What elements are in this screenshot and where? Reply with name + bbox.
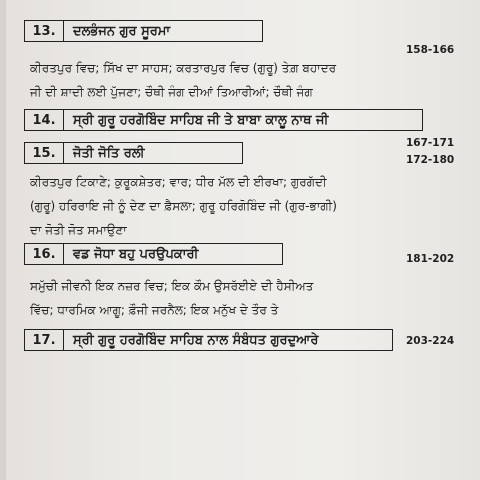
entry-title-box: ਵਡ ਜੋਧਾ ਬਹੁ ਪਰਉਪਕਾਰੀ <box>63 243 283 265</box>
entry-description-line: ਕੀਰਤਪੁਰ ਵਿਚ; ਸਿੱਖ ਦਾ ਸਾਹਸ; ਕਰਤਾਰਪੁਰ ਵਿਚ (ਗੁਰੂ) ਤੇਗ਼ ਬਹਾਦਰ <box>30 61 337 75</box>
entry-page-range: 172-180 <box>406 154 455 166</box>
entry-number-box: 13. <box>24 20 64 42</box>
entry-description-line: ਸਮੁੱਚੀ ਜੀਵਨੀ ਇਕ ਨਜ਼ਰ ਵਿਚ; ਇਕ ਕੌਮ ਉਸਰੱਈਏ ਦੀ ਹੈਸੀਅਤ <box>30 279 314 293</box>
entry-number-box: 17. <box>24 329 64 351</box>
entry-title-box: ਸ੍ਰੀ ਗੁਰੂ ਹਰਗੋਬਿੰਦ ਸਾਹਿਬ ਜੀ ਤੇ ਬਾਬਾ ਕਾਲੂ ਨਾਥ ਜੀ <box>63 109 423 131</box>
entry-description-line: ਦਾ ਜੋਤੀ ਜੋਤ ਸਮਾਉਣਾ <box>30 223 127 237</box>
entry-page-range: 203-224 <box>406 335 455 347</box>
entry-description-line: ਵਿੱਚ; ਧਾਰਮਿਕ ਆਗੂ; ਫ਼ੌਜੀ ਜਰਨੈਲ; ਇਕ ਮਨੁੱਖ ਦੇ ਤੌਰ ਤੇ <box>30 303 279 317</box>
entry-page-range: 158-166 <box>406 44 455 56</box>
entry-number-box: 15. <box>24 142 64 164</box>
page-edge-shadow <box>0 0 6 480</box>
entry-description-line: (ਗੁਰੂ) ਹਰਿਰਾਇ ਜੀ ਨੂੰ ਦੇਣ ਦਾ ਫ਼ੈਸਲਾ; ਗੁਰੂ ਹਰਿਗੋਬਿੰਦ ਜੀ (ਗੁਰ-ਭਾਗੀ) <box>30 199 337 213</box>
entry-title-box: ਜੋਤੀ ਜੋਤਿ ਰਲੀ <box>63 142 243 164</box>
entry-description-line: ਜੀ ਦੀ ਸ਼ਾਦੀ ਲਈ ਪੁੱਜਣਾ; ਚੌਥੀ ਜੰਗ ਦੀਆਂ ਤਿਆਰੀਆਂ; ਚੌਥੀ ਜੰਗ <box>30 85 313 99</box>
entry-page-range: 167-171 <box>406 137 455 149</box>
entry-page-range: 181-202 <box>406 253 455 265</box>
entry-number-box: 14. <box>24 109 64 131</box>
entry-number-box: 16. <box>24 243 64 265</box>
entry-title-box: ਸ੍ਰੀ ਗੁਰੂ ਹਰਗੋਬਿੰਦ ਸਾਹਿਬ ਨਾਲ ਸੰਬੰਧਤ ਗੁਰਦੁਆਰੇ <box>63 329 393 351</box>
entry-description-line: ਕੀਰਤਪੁਰ ਟਿਕਾਣੇ; ਕੁਰੂਕਸ਼ੇਤਰ; ਵਾਰ; ਧੀਰ ਮੱਲ ਦੀ ਈਰਖਾ; ਗੁਰਗੱਦੀ <box>30 175 327 189</box>
entry-title-box: ਦਲਭੰਜਨ ਗੁਰ ਸੂਰਮਾ <box>63 20 263 42</box>
